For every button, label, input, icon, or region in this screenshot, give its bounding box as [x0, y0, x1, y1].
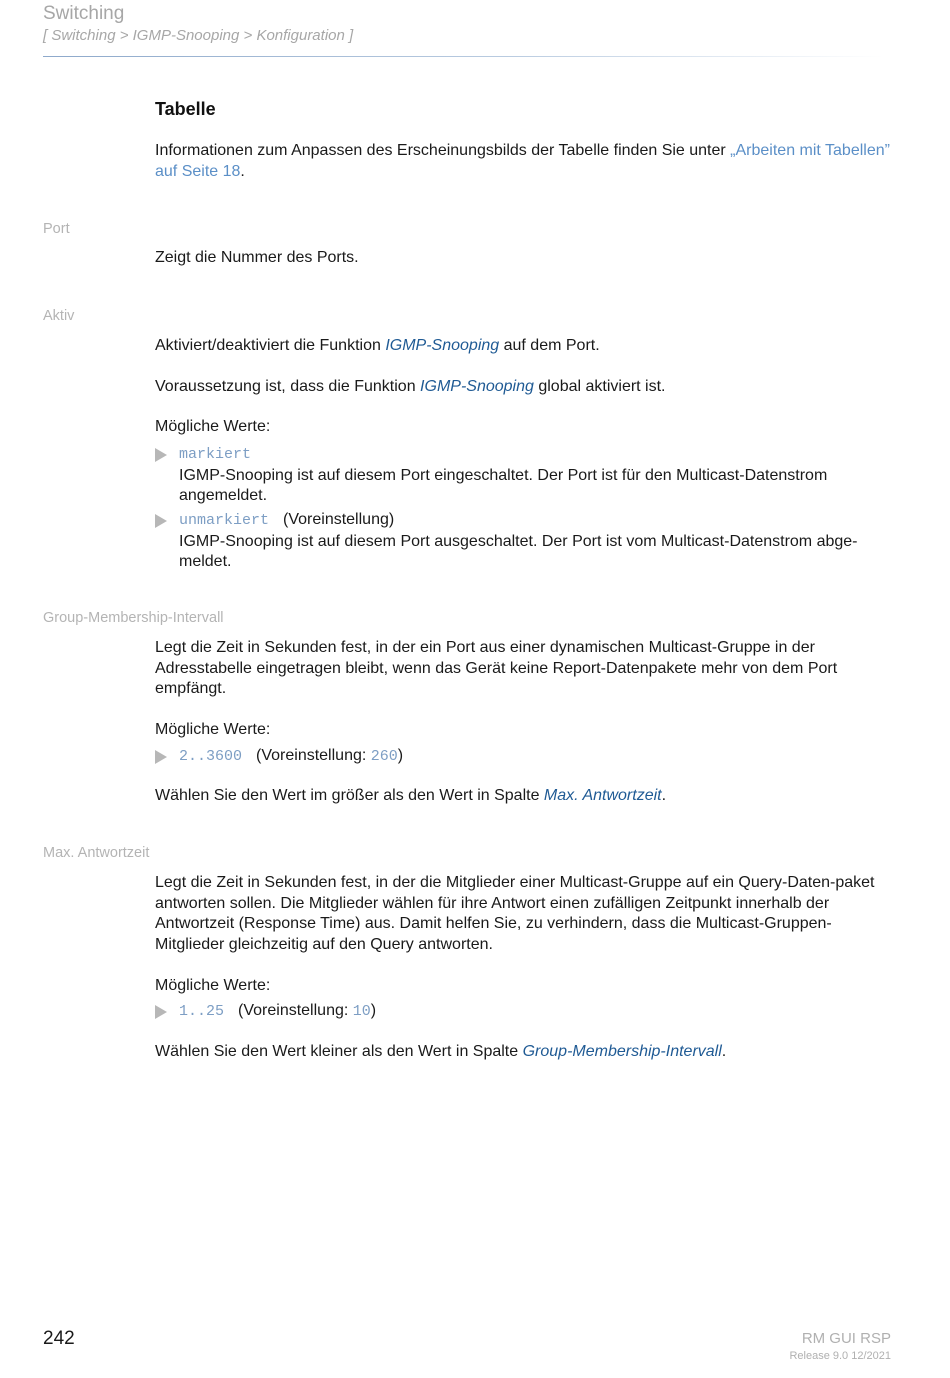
default-prefix: (Voreinstellung: [256, 747, 371, 764]
gmi-values-heading: Mögliche Werte: [155, 721, 271, 738]
default-value: 10 [352, 1003, 371, 1020]
default-suffix: ) [370, 1002, 377, 1019]
aktiv-prerequisite [155, 377, 895, 398]
bullet-triangle-icon [155, 1005, 167, 1019]
gmi-range-item [155, 746, 895, 768]
intro-text: Informationen zum Anpassen des Erscheinungsbilds der Tabelle finden Sie unter [155, 142, 731, 159]
note-end: . [721, 1043, 727, 1060]
footer-doc-title: RM GUI RSP [801, 1330, 891, 1347]
igmp-snooping-global-ref[interactable]: IGMP-Snooping [420, 378, 534, 395]
aktiv-description [155, 336, 895, 357]
mrt-values-heading: Mögliche Werte: [155, 977, 271, 994]
aktiv-option-unmarkiert [155, 510, 895, 573]
default-suffix: ) [397, 747, 404, 764]
bullet-triangle-icon [155, 514, 167, 528]
note-text: Wählen Sie den Wert kleiner als den Wert in Spalte [155, 1043, 523, 1060]
section-heading: Tabelle [155, 99, 216, 119]
range-value: 2..3600 [179, 748, 243, 765]
max-antwortzeit-ref[interactable]: Max. Antwortzeit [543, 787, 662, 804]
intro-end: . [240, 162, 245, 180]
aktiv-label: Aktiv [43, 308, 75, 324]
page-header-title: Switching [43, 3, 125, 24]
aktiv-desc-text: Aktiviert/deaktiviert die Funktion [155, 337, 386, 354]
default-prefix: (Voreinstellung: [238, 1002, 353, 1019]
option-default: (Voreinstellung) [283, 511, 395, 528]
intro-paragraph [155, 141, 895, 182]
igmp-snooping-ref[interactable]: IGMP-Snooping [385, 337, 500, 354]
mrt-note [155, 1042, 895, 1063]
footer-release: Release 9.0 12/2021 [789, 1350, 891, 1362]
mrt-label: Max. Antwortzeit [43, 845, 150, 861]
aktiv-desc-text-end: auf dem Port. [499, 337, 600, 354]
option-value: markiert [179, 446, 252, 463]
port-description: Zeigt die Nummer des Ports. [155, 249, 359, 266]
breadcrumb: [ Switching > IGMP-Snooping > Konfiguration ] [43, 27, 354, 44]
page-number: 242 [43, 1328, 75, 1349]
option-description: IGMP-Snooping ist auf diesem Port eingeschaltet. Der Port ist für den Multicast-Datenstrom angemeldet. [179, 466, 828, 504]
bullet-triangle-icon [155, 750, 167, 764]
bullet-triangle-icon [155, 448, 167, 462]
group-membership-intervall-ref[interactable]: Group-Membership-Intervall [522, 1043, 722, 1060]
gmi-note [155, 786, 895, 807]
note-end: . [661, 787, 667, 804]
note-text: Wählen Sie den Wert im größer als den Wert in Spalte [155, 787, 544, 804]
option-value: unmarkiert [179, 512, 270, 529]
prereq-text-end: global aktiviert ist. [533, 378, 666, 395]
table-help-link[interactable]: „Arbeiten mit Tabellen” auf Seite 18 [155, 142, 890, 180]
gmi-label: Group-Membership-Intervall [43, 610, 224, 626]
range-value: 1..25 [179, 1003, 225, 1020]
mrt-description: Legt die Zeit in Sekunden fest, in der die Mitglieder einer Multicast-Gruppe auf ein Query-Daten-paket antworten sollen. Die Mitglieder wählen für ihre Antwort einen zufälligen Zeitpunkt innerhalb der Antwortzeit (Response Time) aus. Damit helfen Sie, zu verhindern, dass die Multicast-Gruppen-Mitglieder gleichzeitig auf den Query antworten. [155, 874, 875, 953]
aktiv-values-heading: Mögliche Werte: [155, 418, 271, 435]
header-divider [43, 56, 883, 57]
aktiv-option-markiert [155, 444, 895, 507]
default-value: 260 [370, 748, 398, 765]
option-description: IGMP-Snooping ist auf diesem Port ausgeschaltet. Der Port ist vom Multicast-Datenstrom abge-meldet. [179, 532, 858, 570]
port-label: Port [43, 221, 70, 237]
mrt-range-item [155, 1001, 895, 1023]
prereq-text: Voraussetzung ist, dass die Funktion [155, 378, 421, 395]
gmi-description: Legt die Zeit in Sekunden fest, in der ein Port aus einer dynamischen Multicast-Gruppe in der Adresstabelle eingetragen bleibt, wenn das Gerät keine Report-Datenpakete mehr von dem Port empfängt. [155, 639, 838, 697]
